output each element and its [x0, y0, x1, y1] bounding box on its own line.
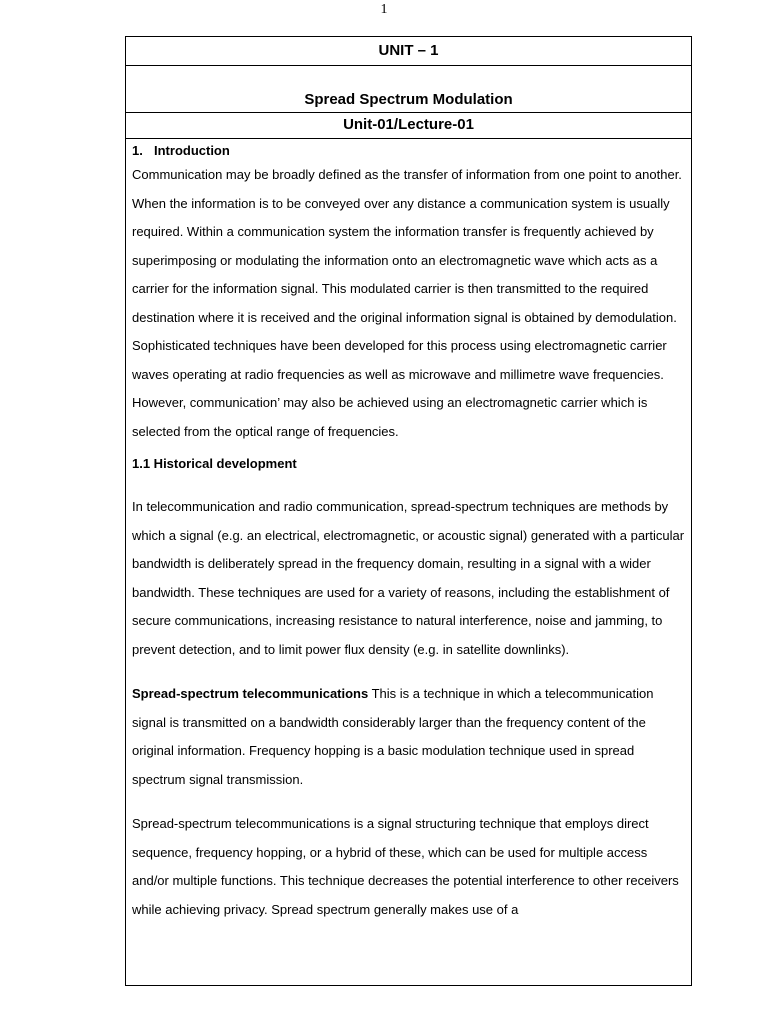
introduction-paragraph: Communication may be broadly defined as the transfer of information from one point to another. When the information is to be conveyed over any distance a communication system is usually required. Within a communication system the information transfer is frequently achieved by superimposing or modulating the information onto an electromagnetic wave which acts as a carrier for the information signal. This modulated carrier is then transmitted to the required destination where it is received and the original information signal is obtained by demodulation. Sophisticated techniques have been developed for this process using electromagnetic carrier waves operating at radio frequencies as well as microwave and millimetre wave frequencies. However, communication’ may also be achieved using an electromagnetic carrier which is selected from the optical range of frequencies.: [132, 167, 682, 439]
lecture-table: [125, 36, 692, 986]
page-number: 1: [380, 2, 388, 17]
document-title: Spread Spectrum Modulation: [126, 66, 691, 113]
section-title: Introduction: [154, 143, 230, 158]
section-heading-historical-development: 1.1 Historical development: [132, 456, 297, 471]
lecture-heading: Unit-01/Lecture-01: [126, 113, 691, 139]
lecture-content: [126, 139, 691, 924]
section-number: 1.: [132, 143, 143, 158]
history-paragraph-3: Spread-spectrum telecommunications is a signal structuring technique that employs direct sequence, frequency hopping, or a hybrid of these, which can be used for multiple access and/or multiple functions. This technique decreases the potential interference to other receivers while achieving privacy. Spread spectrum generally makes use of a: [132, 816, 679, 917]
history-paragraph-1: In telecommunication and radio communication, spread-spectrum techniques are methods by which a signal (e.g. an electrical, electromagnetic, or acoustic signal) generated with a particular bandwidth is deliberately spread in the frequency domain, resulting in a signal with a wider bandwidth. These techniques are used for a variety of reasons, including the establishment of secure communications, increasing resistance to natural interference, noise and jamming, to prevent detection, and to limit power flux density (e.g. in satellite downlinks).: [132, 499, 685, 657]
history-paragraph-2: [132, 680, 685, 794]
unit-heading: UNIT – 1: [126, 37, 691, 66]
section-heading-introduction: [132, 141, 685, 161]
bold-lead-term: Spread-spectrum telecommunications: [132, 686, 369, 701]
paragraph-text: This is a technique in which a telecommunication signal is transmitted on a bandwidth considerably larger than the frequency content of the original information. Frequency hopping is a basic modulation technique used in spread spectrum signal transmission.: [132, 686, 654, 787]
